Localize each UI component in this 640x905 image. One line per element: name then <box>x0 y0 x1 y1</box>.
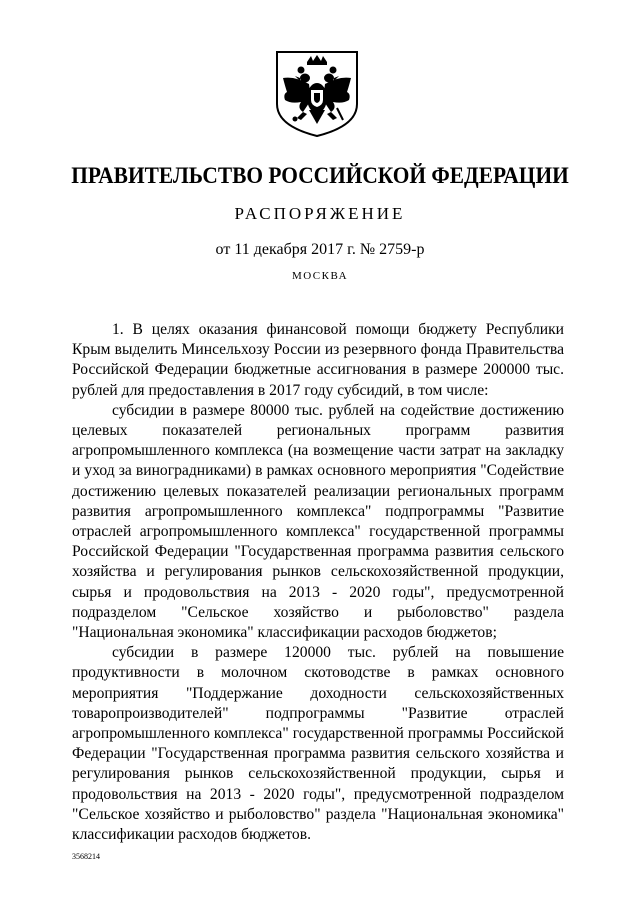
paragraph-2: субсидии в размере 80000 тыс. рублей на содействие достижению целевых показателей региональных программ развития агропромышленного комплекса (на возмещение части затрат на закладку и уход за виноградниками) в рамках основного мероприятия "Содействие достижению целевых показателей реализации региональных программ развития агропромышленного комплекса" подпрограммы "Развитие отраслей агропромышленного комплекса" государственной программы Российской Федерации "Государственная программа развития сельского хозяйства и регулирования рынков сельскохозяйственной продукции, сырья и продовольствия на 2013 - 2020 годы", предусмотренной подразделом "Сельское хозяйство и рыболовство" раздела "Национальная экономика" классификации расходов бюджетов; <box>72 401 564 642</box>
paragraph-3: субсидии в размере 120000 тыс. рублей на повышение продуктивности в молочном скотоводстве в рамках основного мероприятия "Поддержание доходности сельскохозяйственных товаропроизводителей" подпрограммы "Развитие отраслей агропромышленного комплекса" государственной программы Российской Федерации "Государственная программа развития сельского хозяйства и регулирования рынков сельскохозяйственной продукции, сырья и продовольствия на 2013 - 2020 годы", предусмотренной подразделом "Сельское хозяйство и рыболовство" раздела "Национальная экономика" классификации расходов бюджетов. <box>72 644 564 844</box>
coat-of-arms-icon <box>273 48 361 138</box>
document-code: 3568214 <box>72 852 100 861</box>
document-body <box>72 320 564 845</box>
document-type: РАСПОРЯЖЕНИЕ <box>234 204 406 223</box>
government-title: ПРАВИТЕЛЬСТВО РОССИЙСКОЙ ФЕДЕРАЦИИ <box>71 163 569 188</box>
document-date-number: от 11 декабря 2017 г. № 2759-р <box>215 241 425 258</box>
paragraph-1: 1. В целях оказания финансовой помощи бюджету Республики Крым выделить Минсельхозу России из резервного фонда Правительства Российской Федерации бюджетные ассигнования в размере 200000 тыс. рублей для предоставления в 2017 году субсидий, в том числе: <box>72 321 564 399</box>
city: МОСКВА <box>291 270 349 282</box>
